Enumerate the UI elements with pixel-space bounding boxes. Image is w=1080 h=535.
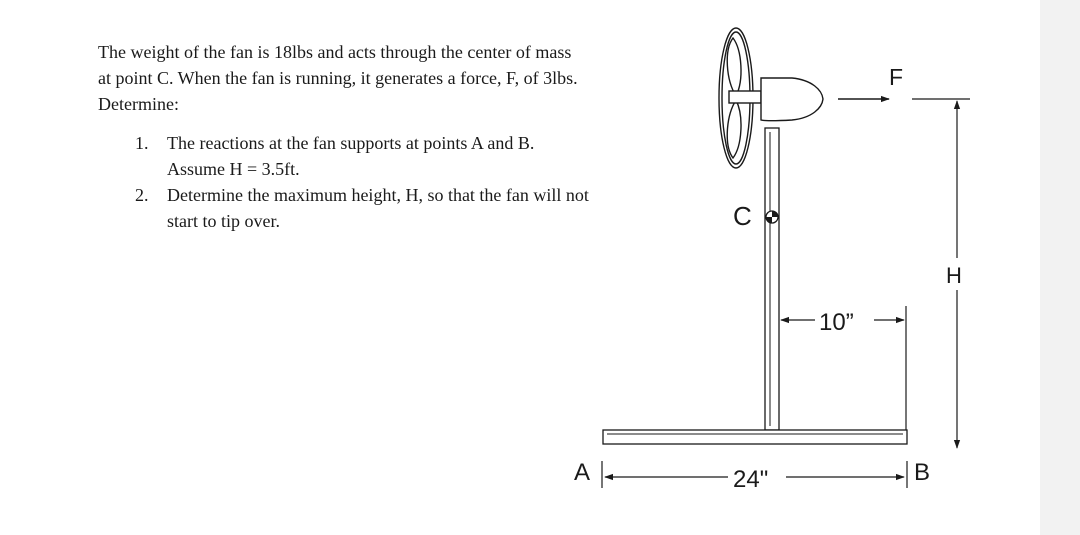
intro-line-2: at point C. When the fan is running, it generates a force, F, of 3lbs.: [98, 68, 578, 88]
label-h: H: [946, 263, 962, 288]
side-panel: [1040, 0, 1080, 535]
fan-hub: [729, 91, 761, 103]
label-b: B: [914, 459, 931, 486]
label-a: A: [574, 459, 591, 486]
intro-line-3: Determine:: [98, 94, 179, 114]
base-bar: [603, 430, 907, 444]
center-of-mass-icon: [766, 211, 778, 223]
label-10-inch: 10”: [819, 309, 854, 336]
question-1-line-2: Assume H = 3.5ft.: [167, 159, 300, 179]
stand-pole: [765, 128, 779, 430]
question-1-line-1: The reactions at the fan supports at points A and B.: [167, 133, 535, 153]
motor-housing: [761, 78, 823, 121]
question-1-number: 1.: [135, 133, 149, 153]
label-c: C: [733, 201, 752, 231]
label-f: F: [889, 64, 904, 90]
question-2-line-1: Determine the maximum height, H, so that the fan will not: [167, 185, 589, 205]
question-2-line-2: start to tip over.: [167, 211, 280, 231]
label-24-inch: 24": [733, 466, 769, 493]
intro-line-1: The weight of the fan is 18lbs and acts through the center of mass: [98, 42, 572, 62]
question-2-number: 2.: [135, 185, 149, 205]
